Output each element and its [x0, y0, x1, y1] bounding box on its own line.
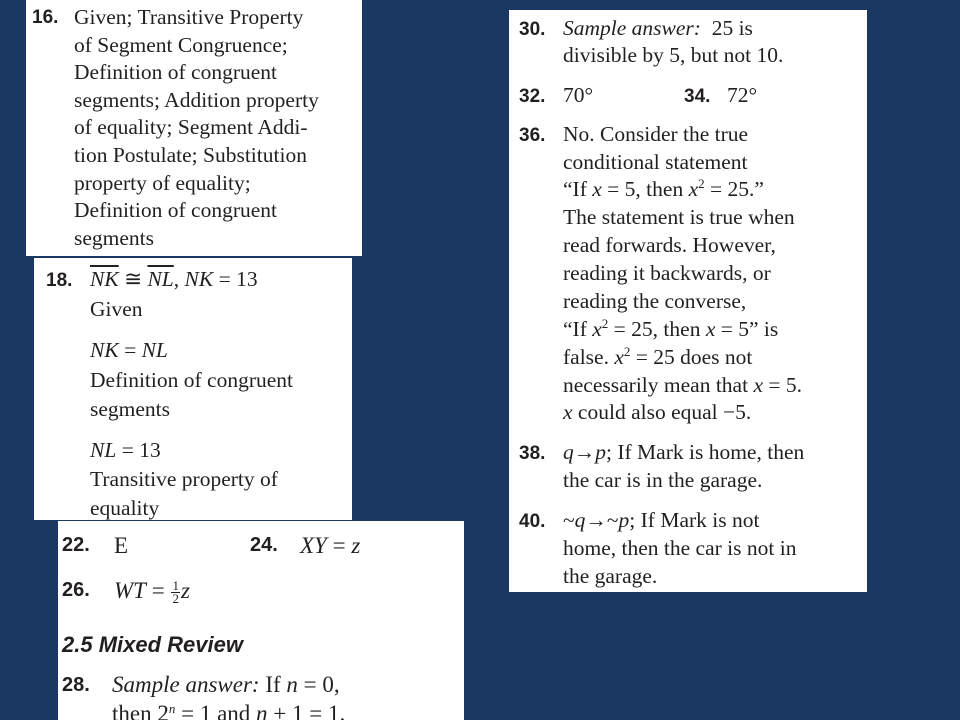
answer-36-line [563, 399, 751, 426]
x-variable: x [563, 400, 573, 424]
text: = 0, [297, 672, 340, 697]
sample-answer-label: Sample answer: [112, 672, 260, 697]
text: = 25, then [608, 317, 706, 341]
text: = 25.” [704, 177, 764, 201]
text: “If [563, 177, 593, 201]
answer-number-28: 28. [62, 674, 90, 696]
negation-symbol: ~ [563, 508, 575, 532]
equals-sign: = [326, 533, 352, 558]
x-variable: x [705, 317, 716, 341]
answer-18-reason-2a: Definition of congruent [90, 368, 294, 392]
segment-nk: $\overline{NK}$ [90, 267, 119, 291]
answer-16-line: Given; Transitive Property [74, 5, 304, 29]
answer-16-line: Definition of congruent [74, 60, 278, 84]
answer-panel-22-28 [58, 521, 464, 720]
text: + 1 = 1. [267, 701, 346, 720]
answer-18-equation-2 [90, 337, 168, 364]
nl-value: = 13 [116, 438, 161, 462]
x-variable: x [592, 177, 602, 201]
arrow-icon: → [573, 440, 596, 464]
exponent: 2 [601, 316, 609, 331]
answer-number-16: 16. [32, 7, 59, 28]
section-heading-mixed-review: 2.5 Mixed Review [62, 632, 243, 657]
text: “If [563, 317, 593, 341]
answer-18-equation-3 [90, 437, 161, 464]
answer-36-line: conditional statement [563, 150, 748, 174]
answer-36-line: reading the converse, [563, 289, 747, 313]
answer-16-line: of Segment Congruence; [74, 33, 288, 57]
answer-36-line: reading it backwards, or [563, 261, 771, 285]
answer-36-line: No. Consider the true [563, 122, 749, 146]
answer-panel-30-40 [509, 10, 867, 592]
text: then 2 [112, 701, 169, 720]
answer-16-line: of equality; Segment Addi- [74, 115, 308, 139]
wt-variable: WT [114, 578, 146, 603]
answer-40-line-1 [563, 507, 759, 534]
negation-symbol: ~ [606, 508, 619, 532]
answer-18-reason-3b: equality [90, 496, 160, 520]
answer-16-line: segments [74, 226, 155, 250]
congruent-symbol: ≅ [118, 267, 148, 291]
text: 25 is [700, 16, 753, 40]
answer-number-40: 40. [519, 511, 546, 532]
fraction-one-half [171, 580, 180, 605]
answer-36-line [563, 176, 764, 203]
text: = 5” is [715, 317, 779, 341]
answer-36-line: read forwards. However, [563, 233, 776, 257]
text: = 1 and [175, 701, 257, 720]
answer-26 [114, 577, 190, 605]
x-variable: x [592, 317, 602, 341]
text: could also equal −5. [572, 400, 752, 424]
nk-value: = 13 [213, 267, 258, 291]
answer-number-38: 38. [519, 443, 546, 464]
answer-16-line: Definition of congruent [74, 198, 278, 222]
answer-30-line-1 [563, 15, 753, 42]
answer-30-line-2: divisible by 5, but not 10. [563, 43, 784, 67]
arrow-icon: → [585, 508, 607, 532]
text: = 5. [762, 373, 802, 397]
answer-number-34: 34. [684, 86, 711, 107]
z-variable: z [351, 533, 361, 558]
answer-number-30: 30. [519, 19, 546, 40]
answer-36-line [563, 372, 802, 399]
answer-36-line [563, 344, 752, 371]
answer-16-line: tion Postulate; Substitution [74, 143, 307, 167]
x-variable: x [753, 373, 763, 397]
exponent: 2 [623, 344, 631, 359]
text: necessarily mean that [563, 373, 754, 397]
answer-38-line-2: the car is in the garage. [563, 468, 763, 492]
answer-18-reason-3a: Transitive property of [90, 467, 278, 491]
text: ; If Mark is not [629, 508, 760, 532]
text: ; If Mark is home, then [606, 440, 805, 464]
exponent: 2 [698, 176, 705, 191]
p-variable: p [595, 440, 606, 464]
answer-24 [300, 532, 360, 559]
equals-sign: = [118, 338, 142, 362]
answer-number-22: 22. [62, 534, 90, 556]
answer-34: 72° [727, 83, 758, 107]
answer-40-line-2: home, then the car is not in [563, 536, 797, 560]
q-variable: q [563, 440, 574, 464]
fraction-denominator: 2 [172, 591, 179, 607]
q-variable: q [574, 508, 586, 532]
answer-number-26: 26. [62, 579, 90, 601]
nl-variable: NL [90, 438, 117, 462]
text: false. [563, 345, 615, 369]
xy-variable: XY [300, 533, 327, 558]
answer-16-line: property of equality; [74, 171, 251, 195]
answer-22: E [114, 533, 129, 558]
answer-40-line-3: the garage. [563, 564, 658, 588]
answer-28-line-1 [112, 671, 340, 698]
exponent: n [168, 701, 176, 716]
nk-variable: NK [184, 267, 214, 291]
text: = 5, then [601, 177, 689, 201]
nk-variable: NK [90, 338, 119, 362]
text: If [259, 672, 287, 697]
x-variable: x [688, 177, 699, 201]
fraction-numerator: 1 [172, 578, 179, 594]
answer-38-line-1 [563, 439, 804, 466]
nl-variable: NL [141, 338, 168, 362]
answer-36-line: The statement is true when [563, 205, 795, 229]
p-variable: p [618, 508, 630, 532]
answer-18-statement [90, 266, 258, 293]
comma: , [173, 267, 185, 291]
answer-16-line: segments; Addition property [74, 88, 319, 112]
answer-number-32: 32. [519, 86, 546, 107]
answer-32: 70° [563, 83, 594, 107]
answer-number-24: 24. [250, 534, 278, 556]
equals-sign: = [145, 578, 171, 603]
answer-number-36: 36. [519, 125, 546, 146]
text: = 25 does not [630, 345, 753, 369]
answer-28-line-2 [112, 700, 345, 720]
x-variable: x [614, 345, 624, 369]
segment-nl: $\overline{NL}$ [147, 267, 174, 291]
z-variable: z [180, 578, 190, 603]
answer-panel-18 [34, 258, 352, 520]
answer-number-18: 18. [46, 270, 73, 291]
answer-18-reason-given: Given [90, 297, 143, 321]
answer-18-reason-2b: segments [90, 397, 171, 421]
n-variable: n [286, 672, 298, 697]
sample-answer-label: Sample answer: [563, 16, 701, 40]
n-variable: n [256, 701, 268, 720]
answer-panel-16 [26, 0, 362, 256]
answer-36-line [563, 316, 778, 343]
